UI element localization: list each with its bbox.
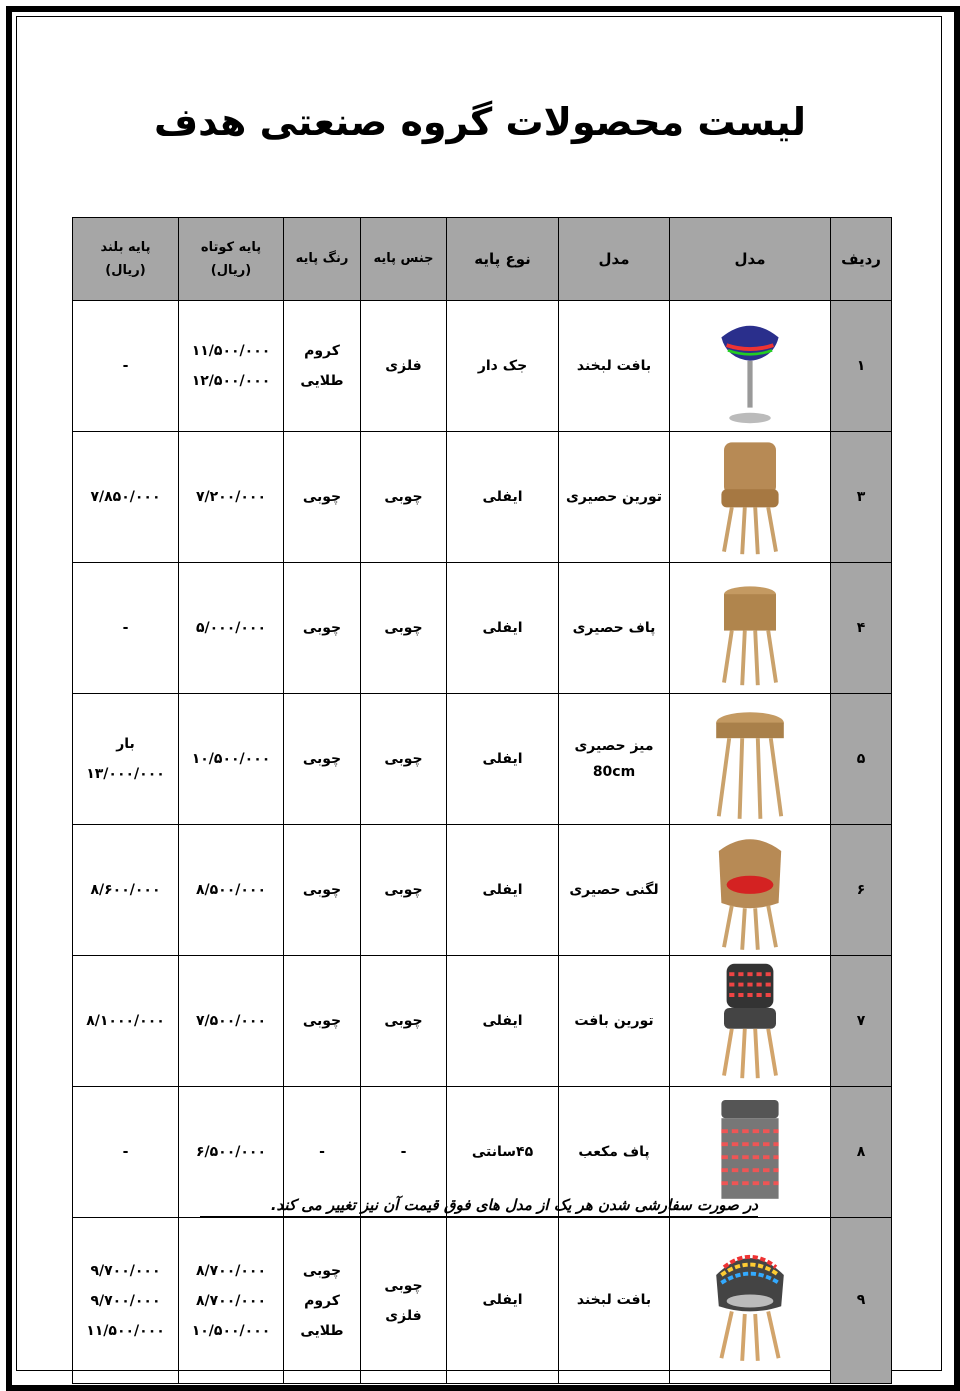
tall-leg-price [73, 432, 179, 563]
row-number: ۸ [831, 1087, 892, 1218]
wicker-table-photo [711, 694, 789, 824]
page-title: لیست محصولات گروه صنعتی هدف [153, 100, 807, 144]
tall-leg-price [73, 825, 179, 956]
header-picture: مدل [670, 218, 831, 301]
product-image-cell [670, 301, 831, 432]
header-leg-color: رنگ پایه [284, 218, 361, 301]
product-image-cell [670, 694, 831, 825]
short-leg-price [179, 1218, 284, 1384]
leg-color [284, 301, 361, 432]
tall-leg-price [73, 301, 179, 432]
short-leg-price [179, 432, 284, 563]
short-leg-price-line: ۷/۵۰۰/۰۰۰ [195, 1013, 267, 1029]
tub-chair-photo [711, 825, 789, 955]
header-short-leg [179, 218, 284, 301]
table-header-row [73, 218, 892, 301]
model-name: پاف حصیری [559, 563, 670, 694]
short-leg-price [179, 563, 284, 694]
bar-stool-photo [711, 301, 789, 431]
tall-leg-price-line: ۱۳/۰۰۰/۰۰۰ [86, 766, 165, 782]
tall-leg-price-line: - [122, 1144, 129, 1160]
table-row [73, 1218, 892, 1384]
header-model: مدل [559, 218, 670, 301]
short-leg-price-line: ۱۱/۵۰۰/۰۰۰ [191, 343, 271, 359]
short-leg-price-line: ۸/۷۰۰/۰۰۰ [195, 1262, 267, 1279]
leg-color-line: چوبی [302, 882, 342, 898]
tall-leg-price-line: بار [116, 736, 135, 752]
short-leg-price [179, 694, 284, 825]
leg-color-line: چوبی [302, 1262, 342, 1279]
leg-type: جک دار [447, 301, 559, 432]
product-image-cell [670, 432, 831, 563]
row-number: ۳ [831, 432, 892, 563]
model-name: لگنی حصیری [559, 825, 670, 956]
leg-color-line: چوبی [302, 751, 342, 767]
tall-leg-price [73, 1218, 179, 1384]
tall-leg-price-line: - [122, 358, 129, 374]
table-row [73, 694, 892, 825]
leg-color [284, 1218, 361, 1384]
short-leg-price-line: ۱۰/۵۰۰/۰۰۰ [191, 751, 271, 767]
short-leg-price [179, 956, 284, 1087]
row-number: ۴ [831, 563, 892, 694]
smile-chair-photo [711, 1236, 789, 1366]
model-name: تورین حصیری [559, 432, 670, 563]
leg-type: ایفلی [447, 694, 559, 825]
leg-material: چوبی [361, 563, 447, 694]
leg-material-line: فلزی [385, 1307, 422, 1324]
row-number: ۵ [831, 694, 892, 825]
row-number: ۹ [831, 1218, 892, 1384]
leg-color-line: طلایی [300, 373, 344, 389]
model-name-line: 80cm [592, 764, 636, 780]
leg-color-line: چوبی [302, 1013, 342, 1029]
table-row [73, 563, 892, 694]
row-number: ۷ [831, 956, 892, 1087]
short-leg-price-line: ۱۰/۵۰۰/۰۰۰ [191, 1322, 271, 1339]
product-image-cell [670, 1218, 831, 1384]
leg-color [284, 694, 361, 825]
leg-color-line: کروم [304, 343, 340, 359]
leg-material: چوبی [361, 432, 447, 563]
tall-leg-price-line: ۸/۶۰۰/۰۰۰ [90, 882, 161, 898]
leg-color [284, 432, 361, 563]
short-leg-price-line: ۵/۰۰۰/۰۰۰ [195, 620, 267, 636]
model-name: بافت لبخند [559, 1218, 670, 1384]
leg-color-line: چوبی [302, 489, 342, 505]
leg-color-line: کروم [304, 1292, 340, 1309]
short-leg-price-line: ۱۲/۵۰۰/۰۰۰ [191, 373, 271, 389]
leg-color [284, 563, 361, 694]
leg-type: ایفلی [447, 1218, 559, 1384]
leg-color-line: طلایی [300, 1322, 344, 1339]
leg-color [284, 956, 361, 1087]
leg-material-line: چوبی [384, 1277, 423, 1294]
table-row [73, 432, 892, 563]
row-number: ۱ [831, 301, 892, 432]
tall-leg-price-line: ۷/۸۵۰/۰۰۰ [90, 489, 161, 505]
tall-leg-price-line: ۱۱/۵۰۰/۰۰۰ [86, 1322, 165, 1339]
leg-type: ایفلی [447, 956, 559, 1087]
product-image-cell [670, 563, 831, 694]
knit-chair-photo [711, 956, 789, 1086]
leg-color-line: - [319, 1144, 325, 1160]
short-leg-price [179, 301, 284, 432]
wicker-chair-photo [711, 432, 789, 562]
header-leg-type: نوع پایه [447, 218, 559, 301]
leg-type: ایفلی [447, 432, 559, 563]
header-leg-material: جنس پایه [361, 218, 447, 301]
leg-type: ایفلی [447, 825, 559, 956]
header-tall-leg [73, 218, 179, 301]
model-name: پاف مکعب [559, 1087, 670, 1218]
leg-material: چوبی [361, 956, 447, 1087]
leg-material: چوبی [361, 694, 447, 825]
wicker-pouf-photo [711, 563, 789, 693]
table-row [73, 301, 892, 432]
short-leg-price-line: ۶/۵۰۰/۰۰۰ [195, 1144, 267, 1160]
short-leg-price-line: ۸/۷۰۰/۰۰۰ [195, 1292, 267, 1309]
leg-type: ایفلی [447, 563, 559, 694]
leg-type: ۴۵سانتی [447, 1087, 559, 1218]
leg-color-line: چوبی [302, 620, 342, 636]
product-image-cell [670, 956, 831, 1087]
leg-material: چوبی [361, 825, 447, 956]
header-short-leg-label: پایه کوتاه [200, 239, 262, 255]
header-short-leg-unit: (ریال) [210, 263, 252, 278]
model-name [559, 694, 670, 825]
short-leg-price-line: ۸/۵۰۰/۰۰۰ [195, 882, 267, 898]
model-name: تورین بافت [559, 956, 670, 1087]
leg-material: - [361, 1087, 447, 1218]
tall-leg-price-line: ۹/۷۰۰/۰۰۰ [90, 1262, 161, 1279]
tall-leg-price [73, 694, 179, 825]
row-number: ۶ [831, 825, 892, 956]
tall-leg-price-line: ۸/۱۰۰۰/۰۰۰ [86, 1013, 165, 1029]
tall-leg-price-line: - [122, 620, 129, 636]
product-image-cell [670, 825, 831, 956]
header-row-number: ردیف [831, 218, 892, 301]
footer-note: در صورت سفارشی شدن هر یک از مدل های فوق قیمت آن نیز تغییر می کند. [200, 1196, 758, 1217]
table-row [73, 825, 892, 956]
header-tall-leg-label: پایه بلند [100, 239, 151, 255]
short-leg-price [179, 825, 284, 956]
tall-leg-price [73, 956, 179, 1087]
tall-leg-price-line: ۹/۷۰۰/۰۰۰ [90, 1292, 161, 1309]
tall-leg-price [73, 1087, 179, 1218]
leg-material: فلزی [361, 301, 447, 432]
short-leg-price-line: ۷/۲۰۰/۰۰۰ [195, 489, 267, 505]
header-tall-leg-unit: (ریال) [105, 263, 146, 278]
model-name-line: میز حصیری [574, 738, 654, 754]
tall-leg-price [73, 563, 179, 694]
leg-material [361, 1218, 447, 1384]
table-row [73, 956, 892, 1087]
model-name: بافت لبخند [559, 301, 670, 432]
leg-color [284, 825, 361, 956]
